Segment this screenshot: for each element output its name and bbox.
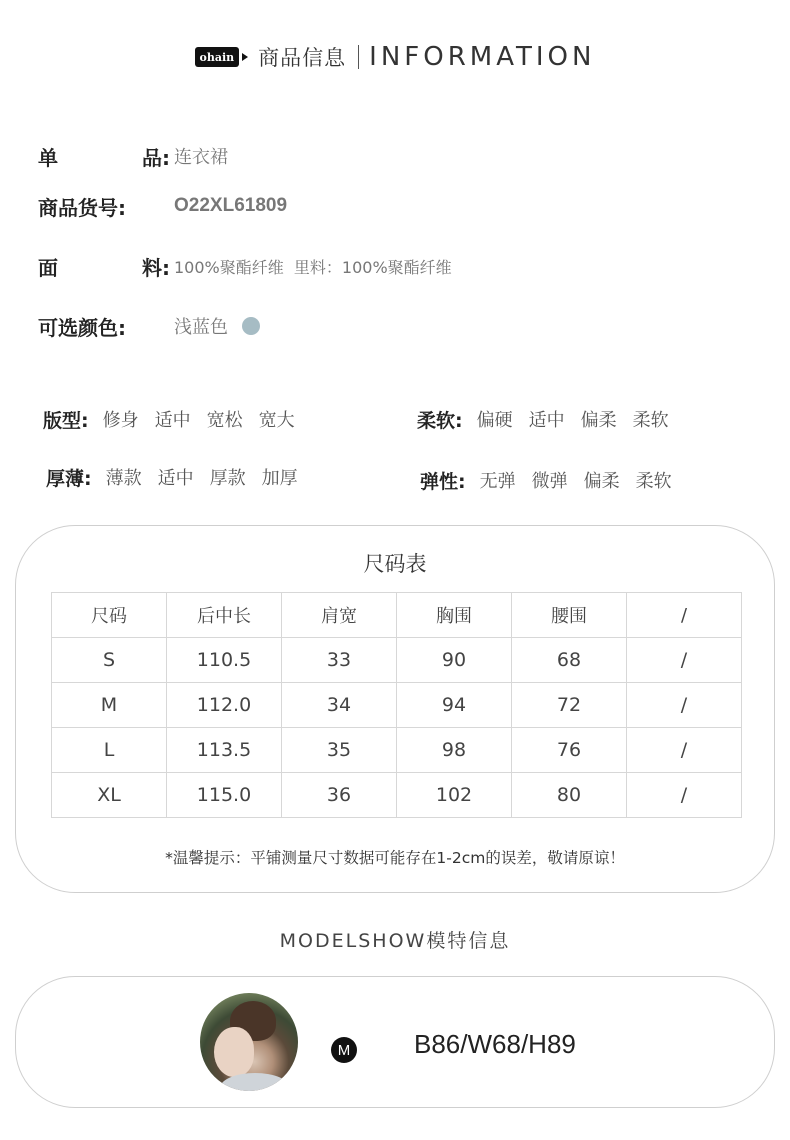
info-row-item bbox=[38, 141, 228, 171]
attr-thickness-option bbox=[260, 464, 300, 490]
attr-elasticity bbox=[420, 463, 686, 497]
model-size-badge: M bbox=[331, 1037, 357, 1063]
table-cell: L bbox=[52, 728, 167, 773]
logo-arrow-icon bbox=[242, 53, 248, 61]
attr-softness-option bbox=[579, 406, 619, 432]
item-label: 单 品: bbox=[38, 145, 170, 170]
table-cell: 72 bbox=[512, 683, 627, 728]
attr-thickness-option bbox=[104, 464, 144, 490]
size-table-title: 尺码表 bbox=[363, 552, 427, 576]
attr-option-label: 薄款 bbox=[105, 468, 142, 489]
model-card bbox=[15, 976, 775, 1108]
info-row-fabric bbox=[38, 251, 452, 281]
table-cell: 94 bbox=[397, 683, 512, 728]
item-value: 连衣裙 bbox=[174, 147, 228, 168]
attr-softness-label: 柔软: bbox=[417, 409, 463, 432]
table-cell: / bbox=[627, 773, 742, 818]
fabric-label: 面 料: bbox=[38, 255, 170, 280]
attr-softness bbox=[417, 402, 683, 436]
attr-elasticity-label: 弹性: bbox=[420, 470, 466, 493]
table-cell: 33 bbox=[282, 638, 397, 683]
attr-thickness-option bbox=[208, 464, 248, 490]
table-cell: / bbox=[627, 638, 742, 683]
color-value: 浅蓝色 bbox=[174, 313, 260, 339]
attr-softness-option bbox=[631, 406, 671, 432]
table-cell: 80 bbox=[512, 773, 627, 818]
avatar-face bbox=[214, 1027, 254, 1077]
size-table bbox=[51, 592, 742, 818]
attr-option-label: 适中 bbox=[154, 410, 191, 431]
attr-option-label: 宽松 bbox=[206, 410, 243, 431]
table-cell: 68 bbox=[512, 638, 627, 683]
table-header-cell: 胸围 bbox=[397, 593, 512, 638]
attr-thickness bbox=[46, 460, 312, 494]
size-note: *温馨提示：平铺测量尺寸数据可能存在1-2cm的误差，敬请原谅！ bbox=[165, 849, 625, 867]
table-row bbox=[52, 683, 742, 728]
attr-option-label: 无弹 bbox=[479, 471, 516, 492]
header-title-cn: 商品信息 bbox=[258, 46, 347, 70]
attr-option-label: 偏柔 bbox=[583, 471, 620, 492]
table-row bbox=[52, 638, 742, 683]
attr-option-label: 宽大 bbox=[258, 410, 295, 431]
info-row-color bbox=[38, 311, 260, 341]
attr-elasticity-option bbox=[582, 467, 622, 493]
model-measurements: B86/W68/H89 bbox=[414, 1029, 576, 1059]
page-header bbox=[0, 40, 790, 74]
table-header-cell: 肩宽 bbox=[282, 593, 397, 638]
attr-thickness-label: 厚薄: bbox=[46, 467, 92, 490]
attr-elasticity-option bbox=[634, 467, 674, 493]
attr-option-label: 修身 bbox=[102, 410, 139, 431]
table-cell: 112.0 bbox=[167, 683, 282, 728]
info-row-sku bbox=[38, 191, 287, 221]
table-header-row bbox=[52, 593, 742, 638]
sku-value: O22XL61809 bbox=[174, 195, 288, 216]
table-cell: 76 bbox=[512, 728, 627, 773]
attr-option-label: 偏硬 bbox=[476, 410, 513, 431]
attr-fit-option bbox=[205, 406, 245, 432]
table-header-cell: / bbox=[627, 593, 742, 638]
table-cell: M bbox=[52, 683, 167, 728]
table-cell: 98 bbox=[397, 728, 512, 773]
table-cell: 115.0 bbox=[167, 773, 282, 818]
header-divider bbox=[358, 45, 359, 69]
attr-softness-option bbox=[527, 406, 567, 432]
attr-fit-option bbox=[153, 406, 193, 432]
table-cell: 36 bbox=[282, 773, 397, 818]
table-header-cell: 后中长 bbox=[167, 593, 282, 638]
table-row bbox=[52, 728, 742, 773]
attr-elasticity-option bbox=[530, 467, 570, 493]
table-row bbox=[52, 773, 742, 818]
attr-option-label: 适中 bbox=[157, 468, 194, 489]
attr-fit-option bbox=[257, 406, 297, 432]
color-label: 可选颜色: bbox=[38, 315, 126, 340]
attr-option-label: 微弹 bbox=[531, 471, 568, 492]
attr-elasticity-option bbox=[478, 467, 518, 493]
table-cell: 90 bbox=[397, 638, 512, 683]
table-cell: 110.5 bbox=[167, 638, 282, 683]
attr-fit bbox=[43, 402, 309, 436]
attr-softness-option bbox=[475, 406, 515, 432]
attr-option-label: 加厚 bbox=[261, 468, 298, 489]
attr-thickness-option bbox=[156, 464, 196, 490]
attr-option-label: 柔软 bbox=[632, 410, 669, 431]
table-header-cell: 腰围 bbox=[512, 593, 627, 638]
table-cell: 35 bbox=[282, 728, 397, 773]
attr-option-label: 偏柔 bbox=[580, 410, 617, 431]
attr-fit-option bbox=[101, 406, 141, 432]
table-header-cell: 尺码 bbox=[52, 593, 167, 638]
attr-option-label: 柔软 bbox=[635, 471, 672, 492]
model-avatar bbox=[200, 993, 298, 1091]
table-cell: S bbox=[52, 638, 167, 683]
attr-fit-label: 版型: bbox=[43, 409, 89, 432]
table-cell: / bbox=[627, 683, 742, 728]
table-cell: XL bbox=[52, 773, 167, 818]
brand-logo: ohain bbox=[195, 47, 240, 67]
attr-option-label: 适中 bbox=[528, 410, 565, 431]
sku-label: 商品货号: bbox=[38, 195, 126, 220]
fabric-value: 100%聚酯纤维 里料：100%聚酯纤维 bbox=[174, 257, 452, 277]
header-title-en: INFORMATION bbox=[369, 42, 596, 72]
model-heading: MODELSHOW模特信息 bbox=[279, 930, 511, 952]
table-cell: 102 bbox=[397, 773, 512, 818]
table-cell: 34 bbox=[282, 683, 397, 728]
color-swatch[interactable] bbox=[242, 317, 260, 335]
attr-option-label: 厚款 bbox=[209, 468, 246, 489]
table-cell: 113.5 bbox=[167, 728, 282, 773]
size-table-card bbox=[15, 525, 775, 893]
table-cell: / bbox=[627, 728, 742, 773]
